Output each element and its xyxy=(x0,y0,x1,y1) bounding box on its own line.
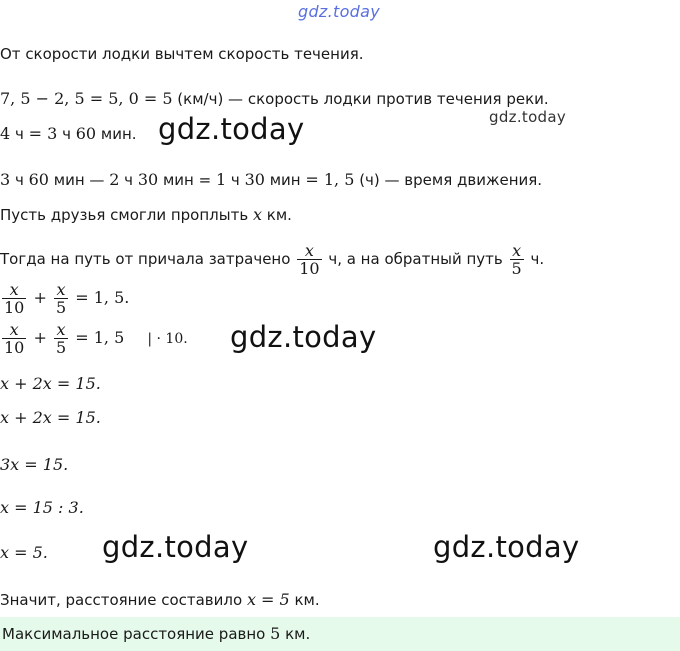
fraction-denominator: 5 xyxy=(55,298,67,317)
line-text: км. xyxy=(266,206,292,224)
math-number: 60 xyxy=(75,124,97,143)
unit-text: ч xyxy=(14,171,24,189)
line-text: ч, а на обратный путь xyxy=(328,250,503,268)
unit-text: мин — xyxy=(53,171,105,189)
math-number: 30 xyxy=(244,170,265,189)
equation-5: 3x = 15. xyxy=(0,455,69,474)
answer-box xyxy=(0,617,680,651)
text-line-4 xyxy=(0,170,542,190)
unit-text: мин. xyxy=(100,125,137,143)
fraction xyxy=(510,242,524,277)
line-text: (ч) — время движения. xyxy=(359,171,543,189)
text-line-5 xyxy=(0,205,292,225)
unit-text: ч xyxy=(124,171,134,189)
equation-6: x = 15 : 3. xyxy=(0,498,84,517)
plus-sign: + xyxy=(33,288,47,307)
equation-rhs: = 1, 5. xyxy=(75,288,130,307)
fraction-denominator: 10 xyxy=(4,298,25,317)
fraction xyxy=(2,281,26,316)
text-line-1: От скорости лодки вычтем скорость течения. xyxy=(0,45,364,63)
math-number: 1 xyxy=(215,170,227,189)
equation-rhs: = 1, 5 xyxy=(75,328,125,347)
watermark-top: gdz.today xyxy=(298,2,380,21)
text-line-3 xyxy=(0,124,137,144)
unit-text: ч xyxy=(62,125,71,143)
answer-text: Максимальное расстояние равно xyxy=(2,625,266,643)
math-number: 60 xyxy=(28,170,49,189)
watermark-big-1: gdz.today xyxy=(158,112,305,146)
watermark-big-4: gdz.today xyxy=(433,530,580,564)
fraction xyxy=(54,321,68,356)
fraction-denominator: 10 xyxy=(299,259,320,278)
math-expression: 7, 5 − 2, 5 = 5, 0 = 5 xyxy=(0,89,173,108)
fraction-denominator: 5 xyxy=(55,338,67,357)
math-expression: = 1, 5 xyxy=(305,170,355,189)
fraction-numerator: x xyxy=(304,241,314,260)
answer-line xyxy=(2,624,310,644)
fraction-numerator: x xyxy=(512,241,522,260)
equation-7: x = 5. xyxy=(0,543,48,562)
math-number: 4 xyxy=(0,124,11,143)
unit-text: ч xyxy=(230,171,240,189)
fraction xyxy=(54,281,68,316)
equation-4: x + 2x = 15. xyxy=(0,408,101,427)
unit-text: мин = xyxy=(162,171,212,189)
text-line-6 xyxy=(0,236,544,282)
unit-text: ч xyxy=(14,125,24,143)
watermark-big-3: gdz.today xyxy=(102,530,249,564)
math-number: 3 xyxy=(0,170,11,189)
equation-3: x + 2x = 15. xyxy=(0,374,101,393)
multiplier-note: | · 10. xyxy=(147,331,188,347)
fraction-numerator: x xyxy=(56,320,66,339)
text-line-2 xyxy=(0,89,549,109)
fraction-denominator: 5 xyxy=(511,259,522,278)
line-text: (км/ч) — скорость лодки против течения реки. xyxy=(177,90,549,108)
line-text: Тогда на путь от причала затрачено xyxy=(0,250,291,268)
fraction-numerator: x xyxy=(9,280,19,299)
equation-2 xyxy=(0,318,188,359)
math-expression: = 3 xyxy=(28,124,58,143)
fraction xyxy=(2,321,26,356)
watermark-big-2: gdz.today xyxy=(230,320,377,354)
line-text: Значит, расстояние составило xyxy=(0,591,243,609)
math-number: 2 xyxy=(109,170,120,189)
line-text: Пусть друзья смогли проплыть xyxy=(0,206,249,224)
math-number: 30 xyxy=(137,170,159,189)
fraction-numerator: x xyxy=(9,320,19,339)
fraction-denominator: 10 xyxy=(4,338,25,357)
unit-text: мин xyxy=(269,171,301,189)
math-expression: x = 5 xyxy=(246,590,290,609)
plus-sign: + xyxy=(33,328,47,347)
answer-unit: км. xyxy=(285,625,311,643)
fraction-numerator: x xyxy=(56,280,66,299)
fraction xyxy=(297,242,321,277)
math-variable: x xyxy=(252,205,262,224)
watermark-small: gdz.today xyxy=(489,108,567,126)
answer-value: 5 xyxy=(270,624,281,643)
line-text: км. xyxy=(294,591,320,609)
line-text: ч. xyxy=(530,250,545,268)
text-line-final xyxy=(0,590,320,610)
equation-1 xyxy=(0,278,129,318)
